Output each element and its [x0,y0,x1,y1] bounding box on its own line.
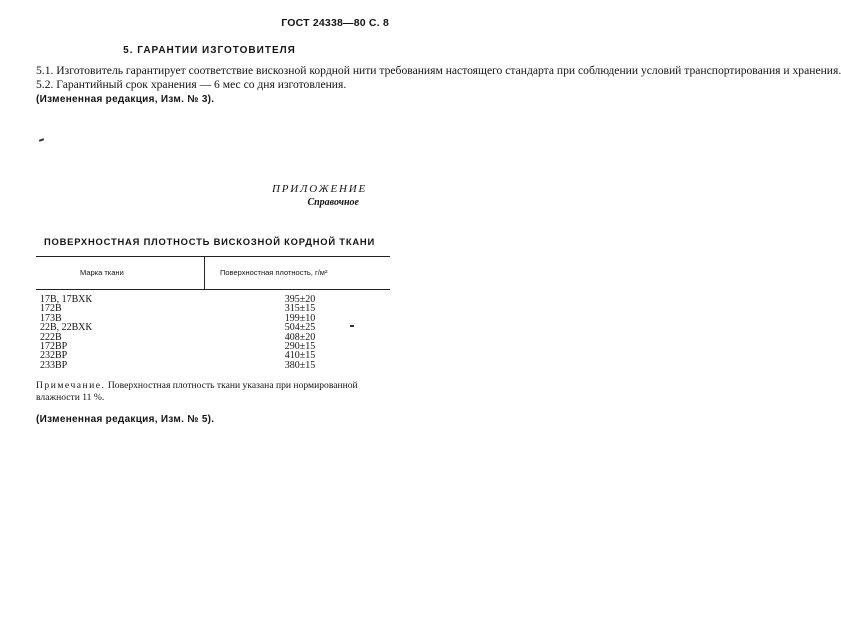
table-header-rule [36,289,390,290]
table-top-rule [36,256,390,257]
cell-brand: 172ВР [40,341,68,353]
section-body [36,64,841,107]
appendix-title: ПРИЛОЖЕНИЕ [272,183,367,195]
table-header-brand: Марка ткани [80,268,124,277]
note-label: Примечание. [36,380,106,391]
cell-density: 504±25 [284,322,316,334]
paragraph-5-2: 5.2. Гарантийный срок хранения — 6 мес со дня изготовления. [36,77,347,91]
cell-density: 290±15 [284,341,316,353]
table-row [36,351,390,360]
page-header: ГОСТ 24338—80 С. 8 [281,17,389,29]
table-row [36,323,390,332]
table-note [36,380,390,405]
appendix-subtitle: Справочное [307,197,359,208]
section-title: 5. ГАРАНТИИ ИЗГОТОВИТЕЛЯ [123,45,296,56]
cell-density: 380±15 [284,359,316,371]
cell-brand: 232ВР [40,350,68,362]
table-row [36,342,390,351]
table-row [36,295,390,304]
table-header-density: Поверхностная плотность, г/м² [220,268,328,277]
cell-density: 408±20 [284,331,316,343]
cell-density: 315±15 [284,303,316,315]
cell-brand: 172В [40,303,62,315]
paragraph-5-1: 5.1. Изготовитель гарантирует соответствие вискозной кордной нити требованиям настоящего стандарта при соблюдении условий транспортирования и хранения. [36,64,841,77]
table-column-divider [204,256,205,290]
table-row [36,304,390,313]
scan-speck [350,325,354,327]
cell-brand: 17В, 17ВХК [40,294,92,305]
table-body [36,295,390,370]
table-row [36,361,390,370]
cell-density: 199±10 [284,312,316,324]
cell-brand: 22В, 22ВХК [40,322,92,334]
edit-note-3: (Измененная редакция, Изм. № 3). [36,94,215,106]
table-title: ПОВЕРХНОСТНАЯ ПЛОТНОСТЬ ВИСКОЗНОЙ КОРДНОЙ ТКАНИ [43,236,376,247]
note-text: Поверхностная плотность ткани указана при нормированной влажности 11 %. [36,380,358,404]
cell-brand: 173В [40,312,62,324]
scan-speck [39,138,44,142]
cell-brand: 222В [40,331,62,343]
cell-density: 410±15 [284,350,316,362]
cell-brand: 233ВР [40,359,68,371]
table-row [36,333,390,342]
edit-note-5: (Измененная редакция, Изм. № 5). [36,414,215,425]
cell-density: 395±20 [284,294,316,305]
